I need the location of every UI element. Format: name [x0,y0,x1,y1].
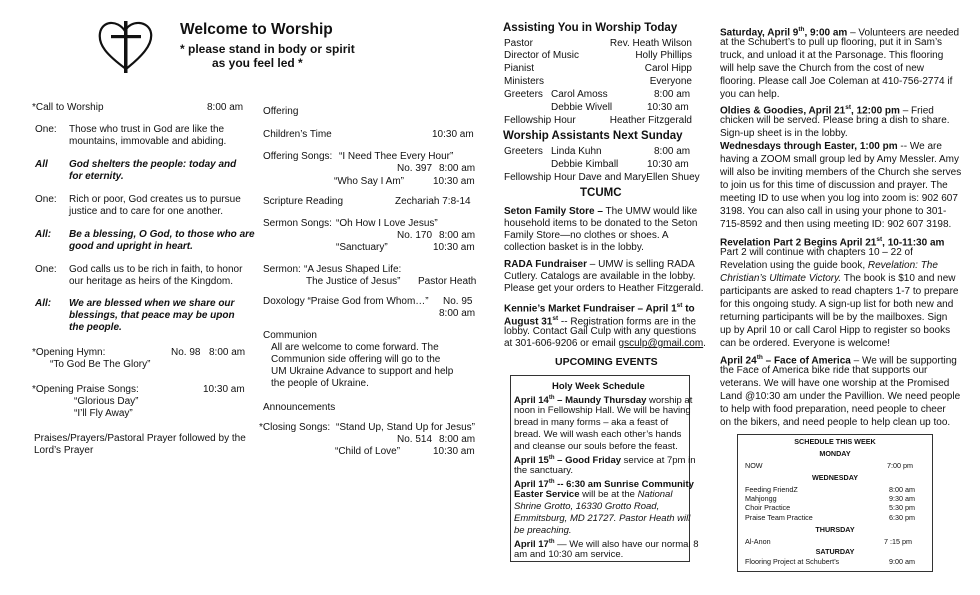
announcement-line: to help with food preparation, need people to cheer [720,404,946,415]
holy-week-line: be preaching. [514,525,572,536]
announcement-line: Revelation Part 2 Begins April 21st, 10-11:30 am [720,236,945,249]
assist-row [504,50,692,62]
opening-hymn-label: *Opening Hymn: [32,347,106,358]
kennie-line: Kennie’s Market Fundraiser – April 1st to [504,302,695,315]
schedule-item-time: 9:30 am [889,494,915,503]
rada-line: Please get your orders to Heather Fitzgerald. [504,283,704,294]
schedule-title: SCHEDULE THIS WEEK [794,437,876,446]
opening-praise-label: *Opening Praise Songs: [32,384,139,395]
doxology-label: Doxology “Praise God from Whom…” [263,296,429,307]
childrens-time-label: Children’s Time [263,129,332,140]
announcement-line: 715-8592 and then using meeting ID: 902 607 3198. [720,219,952,230]
announcement-line: you can help. [720,89,780,100]
call-to-worship-time: 8:00 am [207,102,244,113]
announcement-line: can be ordered. Everyone is welcome! [720,338,891,349]
schedule-item-name: Al-Anon [745,537,771,546]
announcement-line: Part 2 will continue with chapters 10 – 22 of [720,247,913,258]
announcement-line: for this ongoing study. A sign-up list for both new and [720,299,954,310]
schedule-day: SATURDAY [815,547,855,556]
upcoming-events-heading: UPCOMING EVENTS [555,356,658,368]
holy-week-line: April 17th — We will also have our normal 8 [514,539,699,551]
subtitle-line-1: * please stand in body or spirit [180,42,355,56]
assist-name: Everyone [649,76,692,87]
announcement-line: Oldies & Goodies, April 21st, 12:00 pm – Fried [720,104,934,117]
litany-speaker: All: [35,229,52,240]
holy-week-title: Holy Week Schedule [552,381,645,392]
schedule-day: WEDNESDAY [811,473,859,482]
announcement-line: veterans. We will have one worship at the Promised [720,378,950,389]
schedule-item-name: NOW [745,461,763,470]
assist-role: Director of Music [504,50,580,61]
opening-hymn-time: 8:00 am [209,347,246,358]
schedule-item-time: 6:30 pm [889,513,915,522]
song-title: “Sanctuary” [336,242,388,253]
schedule-item-time: 5:30 pm [889,503,915,512]
song-time: 10:30 am [433,446,475,457]
kennie-line: at 301-606-9206 or email gsculp@gmail.com. [504,338,706,349]
assist-row [504,63,692,75]
greeter-time: 10:30 am [647,159,689,170]
litany-line: blessings, that peace may be upon [69,310,235,321]
email-link[interactable]: gsculp@gmail.com [618,338,704,349]
holy-week-line: April 15th – Good Friday service at 7pm in [514,455,696,467]
schedule-item-time: 9:00 am [889,557,915,566]
assisting-heading: Assisting You in Worship Today [503,22,678,34]
song-number: No. 514 [397,434,433,445]
holy-week-line: bread. We will wash each other’s hands [514,429,682,440]
holy-week-line: April 17th -- 6:30 am Sunrise Community [514,479,694,491]
announcement-line: Land @10:30 am under the Pavillion. We need people [720,391,961,402]
sermon-label: Sermon: [263,264,301,275]
page-title: Welcome to Worship [180,21,333,38]
rada-line: RADA Fundraiser – UMW is selling RADA [504,259,695,270]
announcement-line: on the bikers, and need people to help clean up too. [720,417,951,428]
holy-week-line: and cleanse our souls before the feast. [514,441,678,452]
schedule-item-name: Mahjongg [745,494,777,503]
sermon-title: “A Jesus Shaped Life: [304,264,402,275]
assist-name: Holly Phillips [635,50,692,61]
announcements-label: Announcements [263,402,336,413]
holy-week-line: Easter Service will be at the National [514,489,673,500]
schedule-day: THURSDAY [815,525,855,534]
announcement-line: Revelation using the guide book, Revelation: The [720,260,938,271]
announcement-line: Sign-up sheet is in the lobby. [720,128,848,139]
announcement-line: having a ZOOM small group led by Amy Messler. Amy [720,154,959,165]
greeter-name: Carol Amoss [551,89,608,100]
song-number: No. 170 [397,230,433,241]
holy-week-line: bread in many forms – aka a feast of [514,417,669,428]
schedule-item-name: Feeding FriendZ [745,485,798,494]
announcement-line: truck, and unload it at the Parsonage. This flooring [720,50,944,61]
litany-line: Be a blessing, O God, to those who are [69,229,255,240]
announcement-line: the Face of America bike ride that supports our [720,365,928,376]
seton-line: household items to be donated to the Seton [504,218,698,229]
rada-line: Cutlery. Catalogs are available in the lobby. [504,271,696,282]
announcement-line: 3198. You can also call in using your phone to 301- [720,206,947,217]
communion-label: Communion [263,330,317,341]
closing-songs-label: *Closing Songs: [259,422,331,433]
schedule-item-name: Flooring Project at Schubert’s [745,557,840,566]
tcumc-heading: TCUMC [580,187,622,199]
assist-name: Rev. Heath Wilson [609,38,692,49]
song-time: 8:00 am [439,230,476,241]
doxology-time: 8:00 am [439,308,476,319]
schedule-item-name: Praise Team Practice [745,513,813,522]
schedule-item-time: 7:00 pm [887,461,913,470]
litany-line: for eternity. [69,171,124,182]
litany-line: We are blessed when we share our [69,298,235,309]
song-time: 8:00 am [439,434,476,445]
communion-line: the people of Ukraine. [271,378,369,389]
kennie-line: August 31st -- Registration forms are in the [504,315,696,328]
communion-line: Communion side offering will go to the [271,354,441,365]
opening-hymn-title: “To God Be The Glory” [50,359,151,370]
announcement-line: will help save the Church from the cost of new [720,63,924,74]
heart-cross-logo-icon [95,15,157,75]
holy-week-line: April 14th – Maundy Thursday worship at [514,395,693,407]
assist-name: Carol Hipp [644,63,692,74]
assist-role: Ministers [504,76,545,87]
praise-song: “Glorious Day” [74,396,139,407]
litany-speaker: All [35,159,48,170]
song-title: “Stand Up, Stand Up for Jesus” [336,422,475,433]
greeter-name: Debbie Kimball [551,159,619,170]
greeter-time: 10:30 am [647,102,689,113]
holy-week-line: am and 10:30 am service. [514,549,624,560]
announcement-line: participants are asked to read chapters 1-7 to prepare [720,286,959,297]
holy-week-line: noon in Fellowship Hall. We will be having [514,405,691,416]
next-fellowship: Fellowship Hour Dave and MaryEllen Shuey [504,172,700,183]
announcement-line: at the Schubert’s to pull up flooring, put it in Sam’s [720,37,942,48]
announcement-line: Saturday, April 9th, 9:00 am – Volunteers are needed [720,26,960,39]
greeters-label: Greeters [504,146,543,157]
litany-line: mountains, immovable and abiding. [69,136,227,147]
greeter-time: 8:00 am [654,146,691,157]
schedule-item-name: Choir Practice [745,503,791,512]
communion-line: UM Ukraine Advance to support and help [271,366,454,377]
litany-speaker: One: [35,264,57,275]
announcement-line: Wednesdays through Easter, 1:00 pm -- We are [720,141,942,152]
communion-line: All are welcome to come forward. The [271,342,439,353]
litany-speaker: All: [35,298,52,309]
sermon-title: The Justice of Jesus” [306,276,401,287]
song-title: “Child of Love” [335,446,401,457]
announcement-line: April 24th – Face of America – We will be supporting [720,354,957,367]
announcement-line: returning participants will be by the mailboxes. Sign [720,312,948,323]
sermon-pastor: Pastor Heath [418,276,477,287]
next-sunday-heading: Worship Assistants Next Sunday [503,130,683,142]
litany-line: good and upright in heart. [69,241,193,252]
assist-role: Pastor [504,38,533,49]
greeter-name: Debbie Wivell [551,102,613,113]
subtitle-line-2: as you feel led * [212,56,303,70]
praise-song: “I’ll Fly Away” [74,408,133,419]
fellowship-row [504,115,692,127]
announcement-line: to join us for this time of discussion and prayer. The [720,180,948,191]
prayers-line: Praises/Prayers/Pastoral Prayer followed by the [34,433,246,444]
seton-line: Seton Family Store – The UMW would like [504,206,698,217]
holy-week-line: Emmitsburg, MD 21727. Pastor Heath will [514,513,691,524]
offering-songs-label: Offering Songs: [263,151,333,162]
song-time: 8:00 am [439,163,476,174]
litany-line: our heritage as heirs of the Kingdom. [69,276,233,287]
scripture-label: Scripture Reading [263,196,344,207]
seton-line: collection basket is in the lobby. [504,242,644,253]
scripture-reference: Zechariah 7:8-14 [395,196,471,207]
kennie-line: lobby. Contact Gail Culp with any questions [504,326,697,337]
litany-line: justice and to care for one another. [69,206,223,217]
prayers-line: Lord’s Prayer [34,445,94,456]
litany-line: Those who trust in God are like the [69,124,225,135]
doxology-number: No. 95 [443,296,473,307]
song-time: 10:30 am [433,242,475,253]
litany-line: the people. [69,322,122,333]
sermon-songs-label: Sermon Songs: [263,218,332,229]
announcement-line: chicken will be served. Please bring a dish to share. [720,115,950,126]
announcement-line: up by April 10 or call Carol Hipp to register so books [720,325,951,336]
greeter-name: Linda Kuhn [551,146,602,157]
seton-line: Family Store—no clothes or shoes. A [504,230,669,241]
litany-line: Rich or poor, God creates us to pursue [69,194,241,205]
song-title: “Who Say I Am” [334,176,405,187]
childrens-time-time: 10:30 am [432,129,474,140]
announcement-line: flooring. Please call Joe Coleman at 410-756-2774 if [720,76,953,87]
schedule-day: MONDAY [819,449,851,458]
offering-label: Offering [263,106,299,117]
litany-speaker: One: [35,124,57,135]
schedule-item-time: 8:00 am [889,485,915,494]
fellowship-label: Fellowship Hour [504,115,576,126]
fellowship-name: Heather Fitzgerald [609,115,692,126]
litany-speaker: One: [35,194,57,205]
holy-week-line: the sanctuary. [514,465,573,476]
announcement-line: will also be inviting members of the Church she serves [720,167,962,178]
opening-praise-time: 10:30 am [203,384,245,395]
announcement-line: meeting ID to use when you log into zoom is: 902 607 [720,193,958,204]
assist-row [504,76,692,88]
announcement-line: Christian’s Ultimate Victory. The book is $10 and new [720,273,956,284]
greeter-time: 8:00 am [654,89,691,100]
litany-line: God shelters the people: today and [69,159,237,170]
song-title: “Oh How I Love Jesus” [336,218,438,229]
song-title: “I Need Thee Every Hour” [339,151,454,162]
song-number: No. 397 [397,163,433,174]
greeters-label: Greeters [504,89,543,100]
opening-hymn-number: No. 98 [171,347,201,358]
litany-line: God calls us to be rich in faith, to honor [69,264,243,275]
assist-row [504,38,692,50]
call-to-worship-label: *Call to Worship [32,102,104,113]
song-time: 10:30 am [433,176,475,187]
assist-role: Pianist [504,63,535,74]
holy-week-line: Shrine Grotto, 16330 Grotto Road, [514,501,660,512]
schedule-item-time: 7 :15 pm [884,537,912,546]
